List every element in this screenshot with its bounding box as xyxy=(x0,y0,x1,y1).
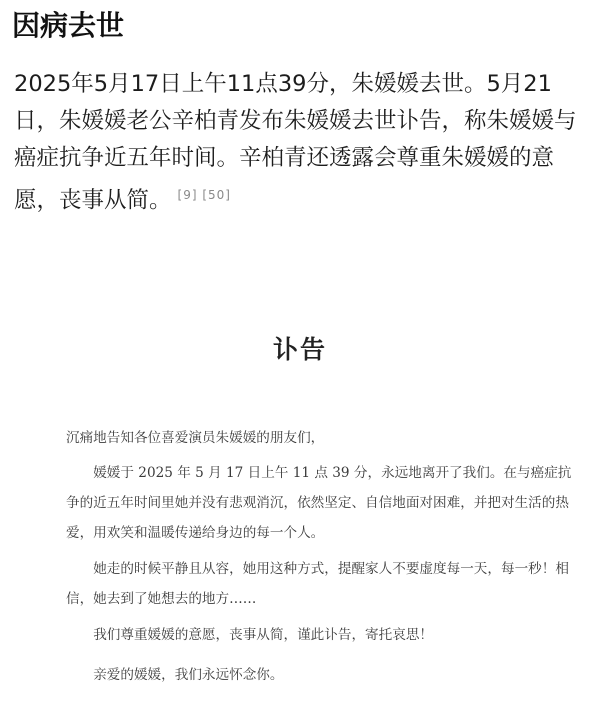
article-body xyxy=(14,66,586,220)
obituary-paragraph: 她走的时候平静且从容，她用这种方式，提醒家人不要虚度每一天，每一秒！相信，她去到了她想去的地方…… xyxy=(66,561,569,607)
obituary-paragraph: 媛媛于 2025 年 5 月 17 日上午 11 点 39 分，永远地离开了我们。在与癌症抗争的近五年时间里她并没有悲观消沉，依然坚定、自信地面对困难，并把对生活的热爱，用欢笑和温暖传递给身边的每一个人。 xyxy=(66,465,572,541)
obituary-salutation: 沉痛地告知各位喜爱演员朱媛媛的朋友们， xyxy=(66,430,325,446)
citation-links[interactable]: [9] [50] xyxy=(177,188,231,202)
obituary-paragraph: 亲爱的媛媛，我们永远怀念你。 xyxy=(93,667,284,683)
obituary-title: 讣告 xyxy=(272,335,327,364)
obituary-notice-image xyxy=(0,238,600,707)
obituary-letter xyxy=(66,426,576,700)
obituary-paragraph: 我们尊重媛媛的意愿，丧事从简，谨此讣告，寄托哀思！ xyxy=(93,627,434,643)
section-title: 因病去世 xyxy=(12,9,125,42)
article-paragraph xyxy=(14,66,586,220)
article-text: 2025年5月17日上午11点39分，朱媛媛去世。5月21日，朱媛媛老公辛柏青发布朱媛媛去世讣告，称朱媛媛与癌症抗争近五年时间。辛柏青还透露会尊重朱媛媛的意愿，丧事从简。 xyxy=(14,71,577,214)
